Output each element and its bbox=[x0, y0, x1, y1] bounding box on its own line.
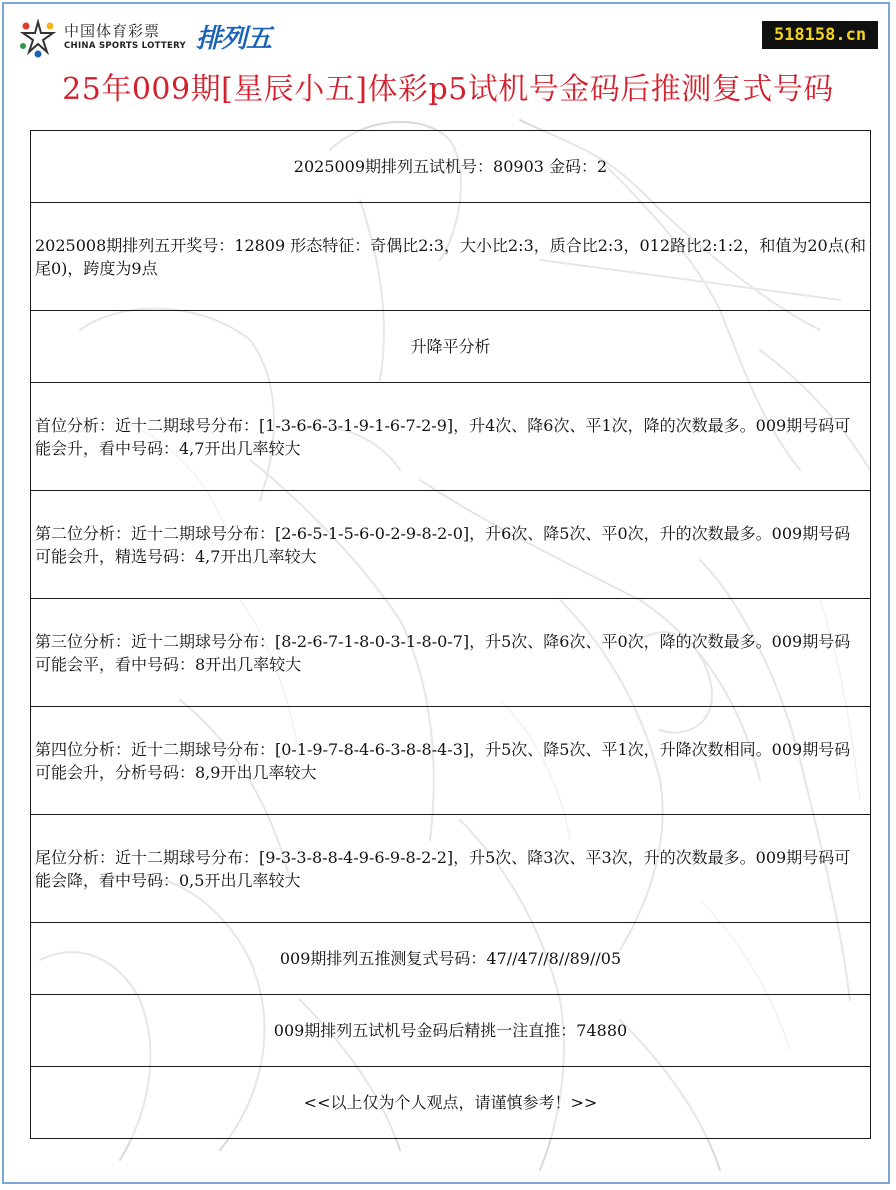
first-position-analysis-cell: 首位分析：近十二期球号分布：[1-3-6-6-3-1-9-1-6-7-2-9]，升4次、降6次、平1次，降的次数最多。009期号码可能会升，看中号码：4,7开出几率较大 bbox=[31, 383, 871, 491]
table-row bbox=[31, 995, 871, 1067]
table-row bbox=[31, 1067, 871, 1139]
last-position-analysis-cell: 尾位分析：近十二期球号分布：[9-3-3-8-8-4-9-6-9-8-2-2]，升5次、降3次、平3次，升的次数最多。009期号码可能会降，看中号码：0,5开出几率较大 bbox=[31, 815, 871, 923]
table-row bbox=[31, 599, 871, 707]
fourth-position-analysis-cell: 第四位分析：近十二期球号分布：[0-1-9-7-8-4-6-3-8-8-4-3]，升5次、降5次、平1次，升降次数相同。009期号码可能会升，分析号码：8,9开出几率较大 bbox=[31, 707, 871, 815]
site-badge[interactable]: 518158.cn bbox=[762, 21, 878, 49]
table-row bbox=[31, 491, 871, 599]
disclaimer-cell: <<以上仅为个人观点，请谨慎参考！>> bbox=[31, 1067, 871, 1139]
analysis-table bbox=[30, 130, 871, 1139]
table-row bbox=[31, 383, 871, 491]
header bbox=[0, 0, 896, 60]
logo-cn-text: 中国体育彩票 bbox=[64, 22, 161, 40]
table-row bbox=[31, 203, 871, 311]
trial-number-cell: 2025009期排列五试机号：80903 金码：2 bbox=[31, 131, 871, 203]
analysis-table-container bbox=[30, 130, 871, 1139]
table-row bbox=[31, 311, 871, 383]
compound-prediction-cell: 009期排列五推测复式号码：47//47//8//89//05 bbox=[31, 923, 871, 995]
table-row bbox=[31, 131, 871, 203]
lottery-star-icon bbox=[18, 18, 58, 58]
second-position-analysis-cell: 第二位分析：近十二期球号分布：[2-6-5-1-5-6-0-2-9-8-2-0]，升6次、降5次、平0次，升的次数最多。009期号码可能会升，精选号码：4,7开出几率较大 bbox=[31, 491, 871, 599]
logo-en-text: CHINA SPORTS LOTTERY bbox=[64, 41, 186, 51]
table-row bbox=[31, 707, 871, 815]
previous-draw-cell: 2025008期排列五开奖号：12809 形态特征：奇偶比2:3，大小比2:3，质合比2:3，012路比2:1:2，和值为20点(和尾0)，跨度为9点 bbox=[31, 203, 871, 311]
logo-game-text: 排列五 bbox=[196, 24, 272, 54]
lottery-logo bbox=[18, 18, 278, 58]
table-row bbox=[31, 815, 871, 923]
page-title: 25年009期[星辰小五]体彩p5试机号金码后推测复式号码 bbox=[62, 72, 834, 107]
direct-pick-cell: 009期排列五试机号金码后精挑一注直推：74880 bbox=[31, 995, 871, 1067]
table-row bbox=[31, 923, 871, 995]
third-position-analysis-cell: 第三位分析：近十二期球号分布：[8-2-6-7-1-8-0-3-1-8-0-7]，升5次、降6次、平0次，降的次数最多。009期号码可能会平，看中号码：8开出几率较大 bbox=[31, 599, 871, 707]
section-heading-cell: 升降平分析 bbox=[31, 311, 871, 383]
